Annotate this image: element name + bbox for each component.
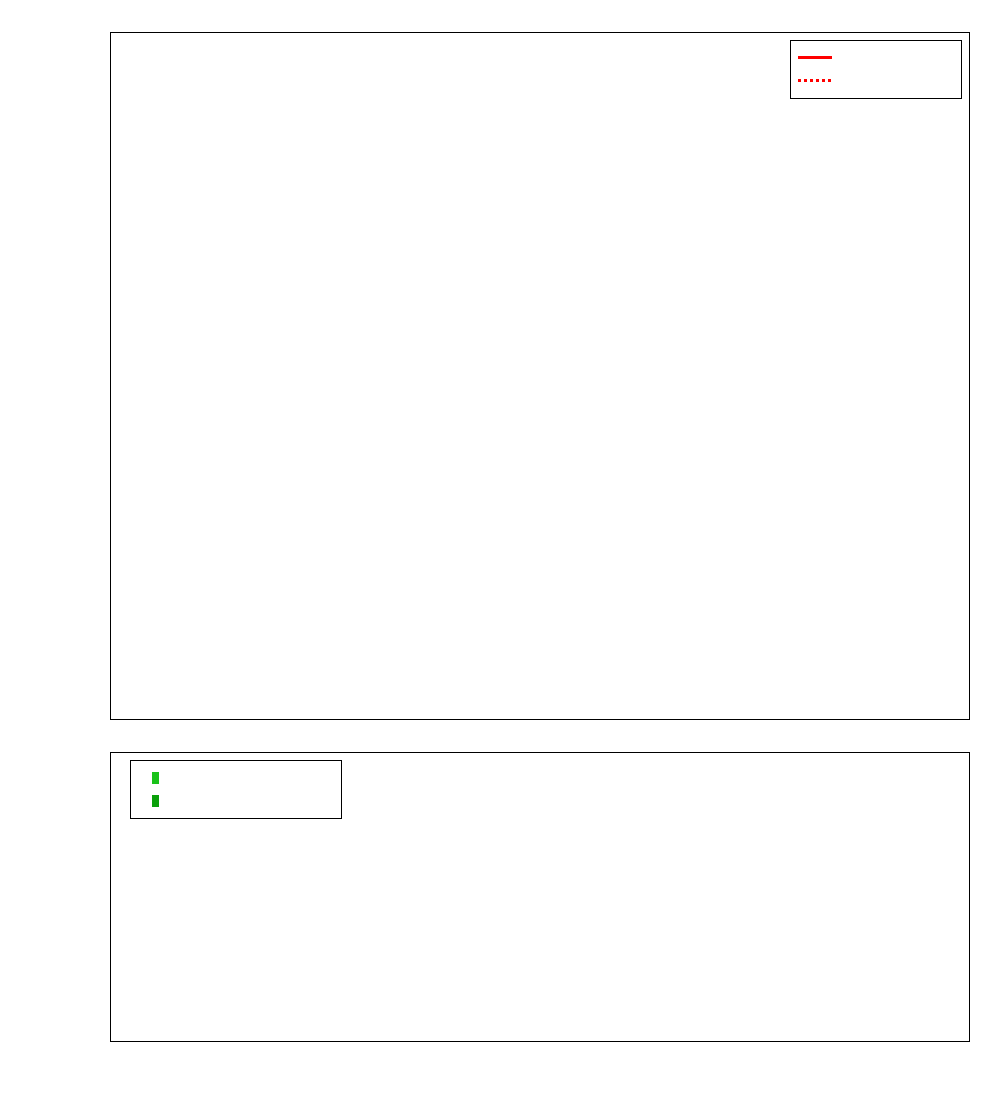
legend-item-utilized-ruptures (138, 789, 334, 812)
legend-item-available-ruptures (138, 766, 334, 789)
legend-item-nucleation (798, 69, 954, 92)
cumulative-rate-plot (110, 32, 970, 720)
nucleation-line-icon (798, 74, 832, 88)
legend-item-participation (798, 46, 954, 69)
participation-line-icon (798, 51, 832, 65)
bottom-legend (130, 760, 342, 819)
utilized-ruptures-patch-icon (138, 794, 172, 808)
available-ruptures-patch-icon (138, 771, 172, 785)
top-legend (790, 40, 962, 99)
